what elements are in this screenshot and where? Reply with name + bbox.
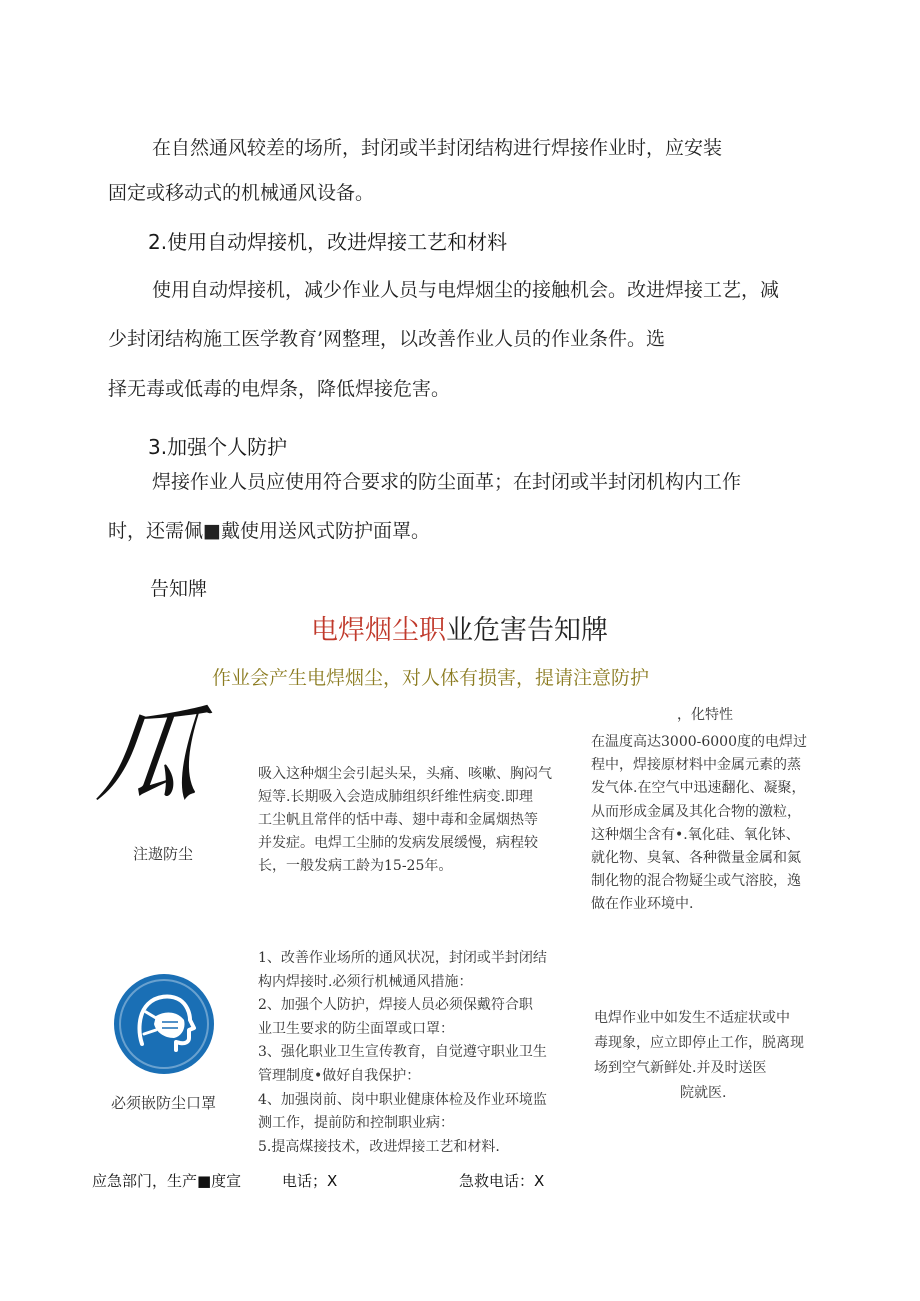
footer-dept: 应急部门，生产■度宣: [92, 1172, 242, 1190]
emergency-line: 院就医.: [680, 1085, 727, 1101]
section-3-title: 3.加强个人防护: [148, 435, 288, 459]
section-3-line-1: 焊接作业人员应使用符合要求的防尘面革；在封闭或半封闭机构内工作: [152, 471, 742, 493]
health-line: 并发症。电焊工尘肺的发病发展缓慢，病程较: [258, 835, 538, 851]
section-2-line-3: 择无毒或低毒的电焊条，降低焊接危害。: [108, 378, 451, 400]
properties-title: ，化特性: [677, 707, 733, 723]
health-effects: [258, 763, 552, 878]
measure-item: 业卫生要求的防尘面罩或口罩：: [258, 1020, 454, 1037]
measure-item: 4、加强岗前、岗中职业健康体检及作业环境监: [258, 1091, 547, 1108]
section-2-line-1: 使用自动焊接机，减少作业人员与电焊烟尘的接触机会。改进焊接工艺，减: [152, 279, 780, 301]
section-2-title: 2.使用自动焊接机，改进焊接工艺和材料: [148, 230, 508, 254]
measure-item: 构内焊接时.必须行机械通风措施：: [258, 973, 473, 990]
section-3-line-2: 时，还需佩■戴使用送风式防护面罩。: [108, 520, 430, 542]
properties-line: 这种烟尘含有•.氧化硅、氧化钵、: [591, 826, 800, 843]
properties-text: [591, 731, 807, 917]
measure-item: 管理制度•做好自我保护：: [258, 1067, 421, 1084]
mask-mandatory-icon: [112, 972, 216, 1076]
measure-item: 2、加强个人防护，焊接人员必须保戴符合职: [258, 997, 533, 1014]
properties-line: 从而形成金属及其化合物的激粒，: [591, 803, 801, 820]
dust-warning-glyph-icon: 瓜: [91, 695, 209, 817]
board-title-red: 电焊烟尘职: [311, 615, 446, 646]
notice-label: 告知牌: [150, 578, 208, 600]
intro-line-1: 在自然通风较差的场所，封闭或半封闭结构进行焊接作业时，应安装: [152, 137, 723, 159]
footer-first-aid: 急救电话：X: [459, 1172, 545, 1190]
measure-item: 1、改善作业场所的通风状况，封闭或半封闭结: [258, 950, 547, 966]
section-2-line-2: 少封闭结构施工医学教育’网整理，以改善作业人员的作业条件。选: [108, 328, 666, 350]
emergency-line: 电焊作业中如发生不适症状或中: [594, 1010, 790, 1026]
properties-line: 就化物、臭氧、各种微量金属和氮: [591, 850, 801, 867]
health-line: 长，一般发病工龄为15-25年。: [258, 858, 453, 874]
properties-line: 在温度高达3000-6000度的电焊过: [591, 734, 807, 750]
board-subtitle: 作业会产生电焊烟尘，对人体有损害，提请注意防护: [212, 667, 650, 689]
health-line: 短等.长期吸入会造成肺组织纤维性病变.即理: [258, 789, 533, 805]
properties-line: 程中，焊接原材料中金属元素的蒸: [591, 757, 801, 774]
intro-line-2: 固定或移动式的机械通风设备。: [108, 182, 375, 204]
properties-line: 发气体.在空气中迅速翻化、凝聚，: [591, 780, 806, 797]
mask-caption: 必须嵌防尘口罩: [111, 1094, 217, 1112]
measures-list: [258, 947, 547, 1159]
board-title: [311, 614, 608, 648]
emergency-line: 毒现象，应立即停止工作，脱离现: [594, 1035, 804, 1051]
measure-item: 5.提高煤接技术，改进焊接工艺和材料.: [258, 1138, 500, 1155]
footer-phone: 电话；X: [282, 1172, 338, 1190]
measure-item: 3、强化职业卫生宣传教育，自觉遵守职业卫生: [258, 1044, 547, 1061]
properties-line: 做在作业环境中.: [591, 896, 694, 913]
properties-line: 制化物的混合物疑尘或气溶胶，逸: [591, 873, 801, 890]
health-line: 吸入这种烟尘会引起头呆，头痛、咳嗽、胸闷气: [258, 766, 552, 782]
measure-item: 测工作，提前防和控制职业病：: [258, 1115, 454, 1132]
board-title-rest: 业危害告知牌: [446, 615, 608, 646]
health-line: 工尘帆且常伴的恬中毒、翅中毒和金属烟热等: [258, 812, 538, 828]
emergency-text: [594, 1006, 804, 1106]
emergency-line: 场到空气新鲜处.并及时送医: [594, 1060, 767, 1076]
dust-caption: 注遨防尘: [133, 845, 194, 863]
